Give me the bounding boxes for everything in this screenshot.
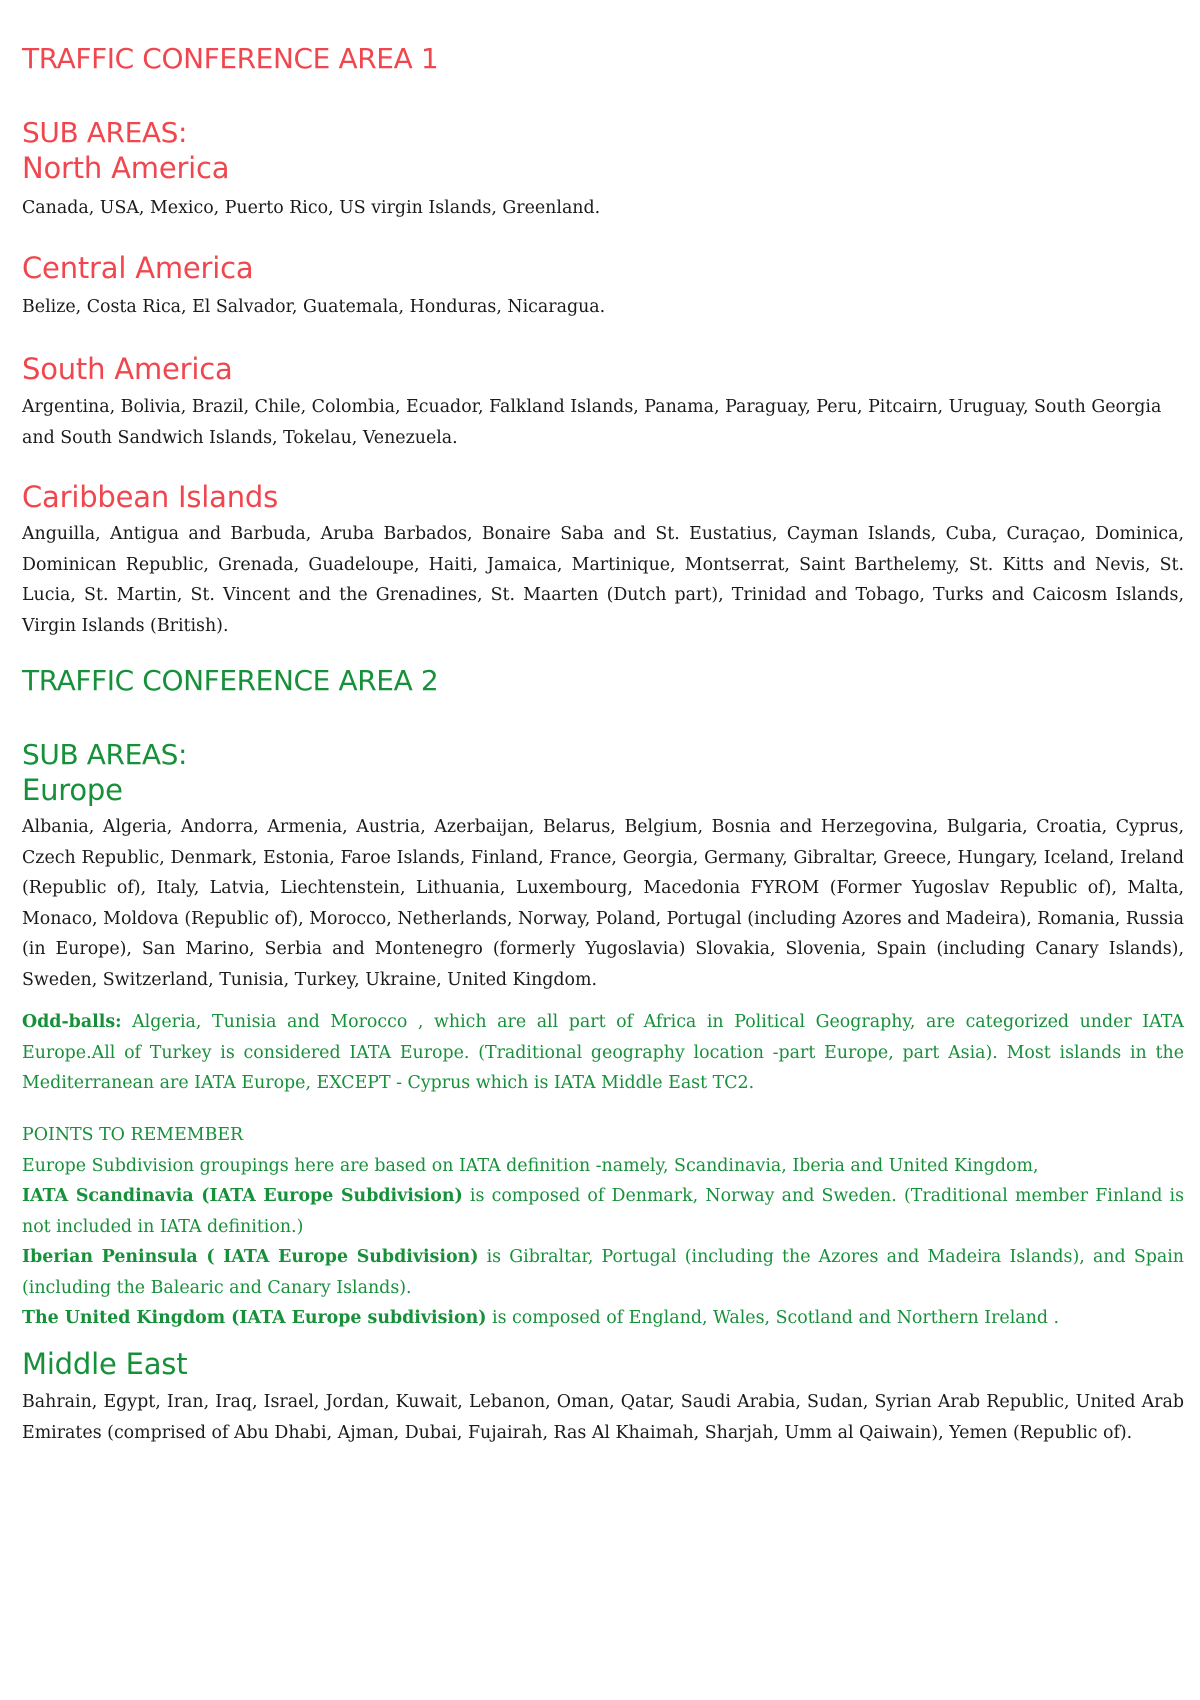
middle-east-countries: Bahrain, Egypt, Iran, Iraq, Israel, Jordan, Kuwait, Lebanon, Oman, Qatar, Saudi Arabia, Sudan, Syrian Arab Republic, United Arab Emirates (comprised of Abu Dhabi, Ajman, Dubai, Fujairah, Ras Al Khaimah, Sharjah, Umm al Qaiwain), Yemen (Republic of). [22, 1392, 1184, 1443]
oddballs-label: Odd-balls: [22, 1012, 122, 1032]
north-america-countries: Canada, USA, Mexico, Puerto Rico, US virgin Islands, Greenland. [22, 198, 601, 218]
europe-countries: Albania, Algeria, Andorra, Armenia, Austria, Azerbaijan, Belarus, Belgium, Bosnia and Herzegovina, Bulgaria, Croatia, Cyprus, Czech Republic, Denmark, Estonia, Faroe Islands, Finland, France, Georgia, Germany, Gibraltar, Greece, Hungary, Iceland, Ireland (Republic of), Italy, Latvia, Liechtenstein, Lithuania, Luxembourg, Macedonia FYROM (Former Yugoslav Republic of), Malta, Monaco, Moldova (Republic of), Morocco, Netherlands, Norway, Poland, Portugal (including Azores and Madeira), Romania, Russia (in Europe), San Marino, Serbia and Montenegro (formerly Yugoslavia) Slovakia, Slovenia, Spain (including Canary Islands), Sweden, Switzerland, Tunisia, Turkey, Ukraine, United Kingdom. [22, 817, 1184, 990]
points-to-remember [22, 1120, 1184, 1334]
north-america-heading: North America [22, 151, 230, 185]
central-america-countries: Belize, Costa Rica, El Salvador, Guatemala, Honduras, Nicaragua. [22, 297, 606, 317]
points-item-uk [22, 1303, 1184, 1334]
tc2-title: TRAFFIC CONFERENCE AREA 2 [22, 664, 439, 697]
south-america-heading: South America [22, 352, 233, 386]
points-item-bold: The United Kingdom (IATA Europe subdivision) [22, 1308, 487, 1328]
caribbean-islands-countries: Anguilla, Antigua and Barbuda, Aruba Barbados, Bonaire Saba and St. Eustatius, Cayman Islands, Cuba, Curaçao, Dominica, Dominican Republic, Grenada, Guadeloupe, Haiti, Jamaica, Martinique, Montserrat, Saint Barthelemy, St. Kitts and Nevis, St. Lucia, St. Martin, St. Vincent and the Grenadines, St. Maarten (Dutch part), Trinidad and Tobago, Turks and Caicosm Islands, Virgin Islands (British). [22, 524, 1184, 636]
south-america-countries: Argentina, Bolivia, Brazil, Chile, Colombia, Ecuador, Falkland Islands, Panama, Paraguay, Peru, Pitcairn, Uruguay, South Georgia and South Sandwich Islands, Tokelau, Venezuela. [22, 397, 1162, 448]
points-item-text: is composed of England, Wales, Scotland and Northern Ireland . [486, 1308, 1060, 1328]
central-america-heading: Central America [22, 251, 254, 285]
europe-heading: Europe [22, 773, 123, 807]
tc1-sub-areas-label: SUB AREAS: [22, 116, 188, 149]
tc2-sub-areas-label: SUB AREAS: [22, 738, 188, 771]
tc1-title: TRAFFIC CONFERENCE AREA 1 [22, 42, 439, 75]
points-item-text: is composed of Denmark, Norway and Sweden. (Traditional member Finland is not included in IATA definition.) [22, 1186, 1184, 1237]
caribbean-islands-heading: Caribbean Islands [22, 480, 279, 514]
points-item-bold: Iberian Peninsula ( IATA Europe Subdivision) [22, 1247, 479, 1267]
points-item-iberia [22, 1242, 1184, 1303]
points-item-scandinavia [22, 1181, 1184, 1242]
oddballs-text: Algeria, Tunisia and Morocco , which are all part of Africa in Political Geography, are categorized under IATA Europe.All of Turkey is considered IATA Europe. (Traditional geography location -part Europe, part Asia). Most islands in the Mediterranean are IATA Europe, EXCEPT - Cyprus which is IATA Middle East TC2. [22, 1012, 1184, 1093]
points-heading: POINTS TO REMEMBER [22, 1125, 244, 1145]
points-item-text: is Gibraltar, Portugal (including the Azores and Madeira Islands), and Spain (including the Balearic and Canary Islands). [22, 1247, 1184, 1298]
oddballs-paragraph [22, 1007, 1184, 1099]
points-intro: Europe Subdivision groupings here are based on IATA definition -namely, Scandinavia, Iberia and United Kingdom, [22, 1155, 1039, 1176]
points-item-bold: IATA Scandinavia (IATA Europe Subdivision) [22, 1186, 463, 1206]
middle-east-heading: Middle East [22, 1347, 188, 1381]
